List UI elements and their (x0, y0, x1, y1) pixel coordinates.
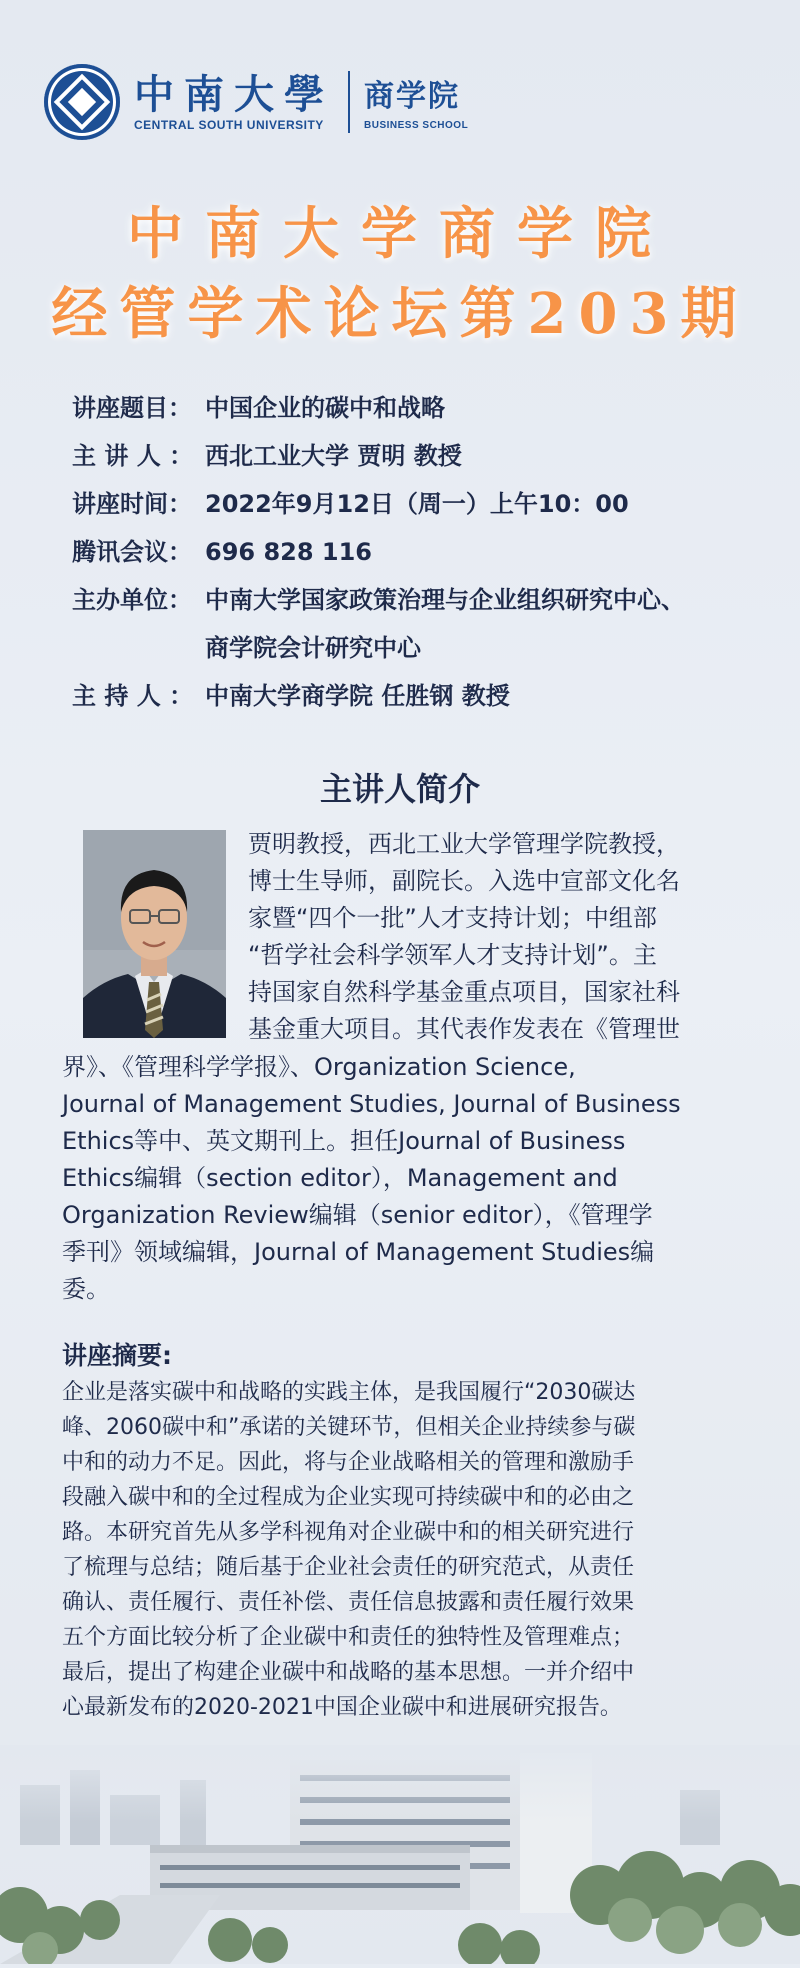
speaker-bio-top (248, 826, 738, 1048)
university-seal-icon (44, 64, 120, 140)
info-row-meeting (72, 528, 752, 576)
abstract-line: 确认、责任履行、责任补偿、责任信息披露和责任履行效果 (62, 1590, 635, 1615)
info-row-speaker (72, 432, 752, 480)
abstract-line: 企业是落实碳中和战略的实践主体，是我国履行“2030碳达 (62, 1380, 636, 1405)
info-organizer-continued: 商学院会计研究中心 (205, 634, 421, 662)
school-name-en: BUSINESS SCHOOL (364, 119, 469, 131)
poster-title-line2: 经管学术论坛第203期 (51, 281, 749, 347)
bio-line: “哲学社会科学领军人才支持计划”。主 (248, 941, 657, 969)
speaker-photo (83, 830, 226, 1038)
bio-line: 持国家自然科学基金重点项目，国家社科 (248, 978, 680, 1006)
abstract-line: 路。本研究首先从多学科视角对企业碳中和的相关研究进行 (62, 1520, 635, 1545)
info-row-organizer (72, 576, 752, 624)
lecture-info (72, 384, 752, 720)
abstract-text (62, 1375, 742, 1725)
bio-line: 界》、《管理科学学报》、Organization Science, (62, 1053, 576, 1081)
info-value: 2022年9月12日（周一）上午10：00 (205, 490, 629, 518)
bio-line: 家暨“四个一批”人才支持计划；中组部 (248, 904, 657, 932)
abstract-line: 段融入碳中和的全过程成为企业实现可持续碳中和的必由之 (62, 1485, 635, 1510)
info-row-time (72, 480, 752, 528)
abstract-line: 了梳理与总结；随后基于企业社会责任的研究范式，从责任 (62, 1555, 635, 1580)
info-label: 主办单位： (72, 586, 192, 614)
abstract-line: 五个方面比较分析了企业碳中和责任的独特性及管理难点； (62, 1625, 635, 1650)
info-label: 讲座题目： (72, 394, 192, 422)
bio-line: Organization Review编辑（senior editor），《管理学 (62, 1201, 653, 1229)
bio-line: 基金重大项目。其代表作发表在《管理世 (248, 1015, 680, 1043)
bio-line: Ethics编辑（section editor），Management and (62, 1164, 618, 1192)
speaker-bio-bottom (62, 1049, 738, 1308)
speaker-section-title: 主讲人简介 (319, 770, 480, 808)
info-value: 696 828 116 (205, 538, 373, 566)
header-logo (44, 62, 468, 142)
bio-line: 博士生导师，副院长。入选中宣部文化名 (248, 867, 680, 895)
info-row-topic (72, 384, 752, 432)
info-value: 中国企业的碳中和战略 (205, 394, 445, 422)
bio-line: 贾明教授，西北工业大学管理学院教授， (248, 830, 680, 858)
abstract-line: 中和的动力不足。因此，将与企业战略相关的管理和激励手 (62, 1450, 635, 1475)
abstract-line: 最后，提出了构建企业碳中和战略的基本思想。一并介绍中 (62, 1660, 635, 1685)
university-name (134, 72, 334, 132)
university-name-en: CENTRAL SOUTH UNIVERSITY (134, 118, 324, 132)
info-label: 腾讯会议： (72, 538, 192, 566)
school-name-cn: 商学院 (364, 78, 460, 114)
info-value: 西北工业大学 贾明 教授 (205, 442, 462, 470)
bio-line: Ethics等中、英文期刊上。担任Journal of Business (62, 1127, 626, 1155)
bio-line: 季刊》领域编辑，Journal of Management Studies编 (62, 1238, 655, 1266)
info-label: 主 讲 人 ： (72, 442, 194, 470)
bio-line: Journal of Management Studies, Journal of Business (62, 1090, 681, 1118)
bio-line: 委。 (62, 1275, 110, 1303)
info-label: 讲座时间： (72, 490, 192, 518)
info-label: 主 持 人 ： (72, 682, 194, 710)
poster-title-line1: 中南大学商学院 (127, 201, 673, 267)
campus-building-illustration (0, 1745, 800, 1964)
abstract-line: 峰、2060碳中和”承诺的关键环节，但相关企业持续参与碳 (62, 1415, 636, 1440)
info-value: 中南大学商学院 任胜钢 教授 (205, 682, 510, 710)
abstract-line: 心最新发布的2020-2021中国企业碳中和进展研究报告。 (62, 1695, 622, 1720)
school-name (364, 74, 468, 131)
info-value: 中南大学国家政策治理与企业组织研究中心、 (205, 586, 685, 614)
university-name-cn: 中南大學 (134, 71, 334, 118)
abstract-label: 讲座摘要: (62, 1341, 172, 1370)
header-divider (348, 71, 350, 133)
info-row-host (72, 672, 752, 720)
